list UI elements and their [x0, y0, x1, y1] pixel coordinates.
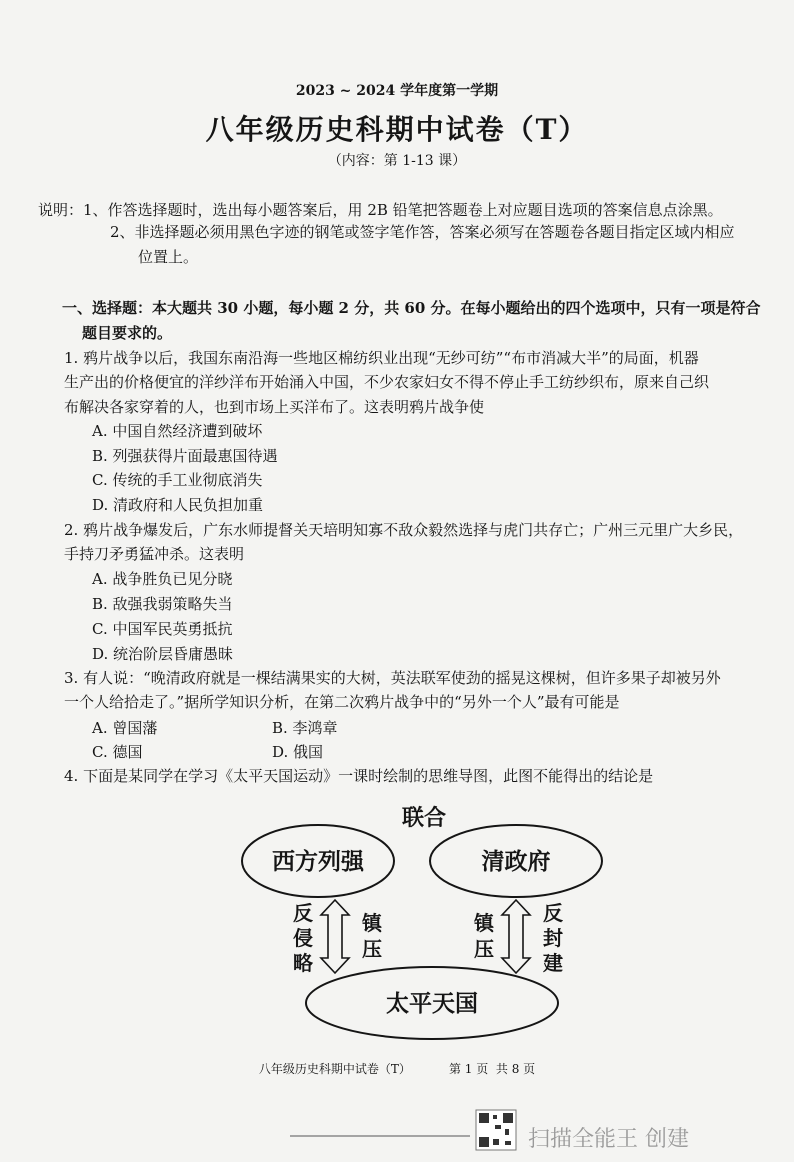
right-double-arrow: [502, 900, 530, 973]
question-1-option-b: B. 列强获得片面最惠国待遇: [92, 447, 278, 465]
scanner-watermark: 扫描全能王 创建: [528, 1127, 689, 1152]
left-outer-char-2: 侵: [293, 926, 313, 950]
question-2-line-2: 手持刀矛勇猛冲杀。这表明: [64, 545, 245, 563]
question-2-option-a: A. 战争胜负已见分晓: [92, 570, 233, 588]
question-2-option-d: D. 统治阶层昏庸愚昧: [92, 645, 234, 663]
question-3-option-d: D. 俄国: [272, 743, 324, 761]
left-outer-char-3: 略: [293, 951, 313, 975]
question-2-option-b: B. 敌强我弱策略失当: [92, 595, 233, 613]
section-heading-line-2: 题目要求的。: [82, 324, 173, 342]
exam-title: 八年级历史科期中试卷（T）: [205, 113, 589, 146]
right-oval-label: 清政府: [481, 848, 551, 875]
left-inner-char-2: 压: [362, 937, 382, 961]
question-1-option-c: C. 传统的手工业彻底消失: [92, 471, 263, 489]
question-3-line-2: 一个人给拾走了。”据所学知识分析，在第二次鸦片战争中的“另外一个人”最有可能是: [64, 693, 620, 711]
question-4-line-1: 4. 下面是某同学在学习《太平天国运动》一课时绘制的思维导图，此图不能得出的结论是: [64, 767, 654, 785]
right-outer-char-2: 封: [543, 926, 563, 950]
question-3-line-1: 3. 有人说：“晚清政府就是一棵结满果实的大树，英法联军使劲的摇晃这棵树，但许多果子却被另外: [64, 669, 721, 687]
question-2-option-c: C. 中国军民英勇抵抗: [92, 620, 233, 638]
question-1-option-a: A. 中国自然经济遭到破坏: [92, 422, 263, 440]
question-3-option-b: B. 李鸿章: [272, 719, 338, 737]
question-3-option-c: C. 德国: [92, 743, 143, 761]
left-outer-char-1: 反: [293, 901, 313, 925]
left-inner-char-1: 镇: [362, 911, 382, 935]
exam-year: 2023 ~ 2024 学年度第一学期: [295, 83, 499, 99]
page-footer: 八年级历史科期中试卷（T） 第 1 页 共 8 页: [258, 1062, 536, 1076]
question-1-line-3: 布解决各家穿着的人，也到市场上买洋布了。这表明鸦片战争使: [64, 398, 485, 416]
instruction-line-3: 位置上。: [138, 248, 199, 266]
right-outer-char-1: 反: [543, 901, 563, 925]
question-1-line-2: 生产出的价格便宜的洋纱洋布开始涌入中国，不少农家妇女不得不停止手工纺纱织布，原来自己织: [64, 373, 710, 391]
bottom-oval-label: 太平天国: [386, 990, 478, 1017]
exam-subtitle: （内容：第 1-13 课）: [327, 153, 467, 169]
diagram-top-label: 联合: [401, 805, 447, 831]
right-inner-char-2: 压: [474, 937, 494, 961]
question-3-option-a: A. 曾国藩: [92, 719, 158, 737]
right-outer-char-3: 建: [543, 951, 563, 975]
left-oval-label: 西方列强: [272, 848, 364, 875]
question-2-line-1: 2. 鸦片战争爆发后，广东水师提督关天培明知寡不敌众毅然选择与虎门共存亡；广州三元里广大乡民，: [64, 521, 744, 539]
section-heading-line-1: 一、选择题：本大题共 30 小题，每小题 2 分，共 60 分。在每小题给出的四个选项中，只有一项是符合: [62, 299, 761, 317]
question-1-option-d: D. 清政府和人民负担加重: [92, 496, 264, 514]
question-1-line-1: 1. 鸦片战争以后，我国东南沿海一些地区棉纺织业出现“无纱可纺”“布市消减大半”的局面，机器: [64, 349, 699, 367]
left-double-arrow: [321, 900, 349, 973]
instruction-line-1: 说明：1、作答选择题时，选出每小题答案后，用 2B 铅笔把答题卷上对应题目选项的答案信息点涂黑。: [38, 201, 723, 219]
right-inner-char-1: 镇: [474, 911, 494, 935]
instruction-line-2: 2、非选择题必须用黑色字迹的钢笔或签字笔作答，答案必须写在答题卷各题目指定区域内相应: [110, 223, 735, 241]
qr-code-icon: [476, 1110, 516, 1150]
